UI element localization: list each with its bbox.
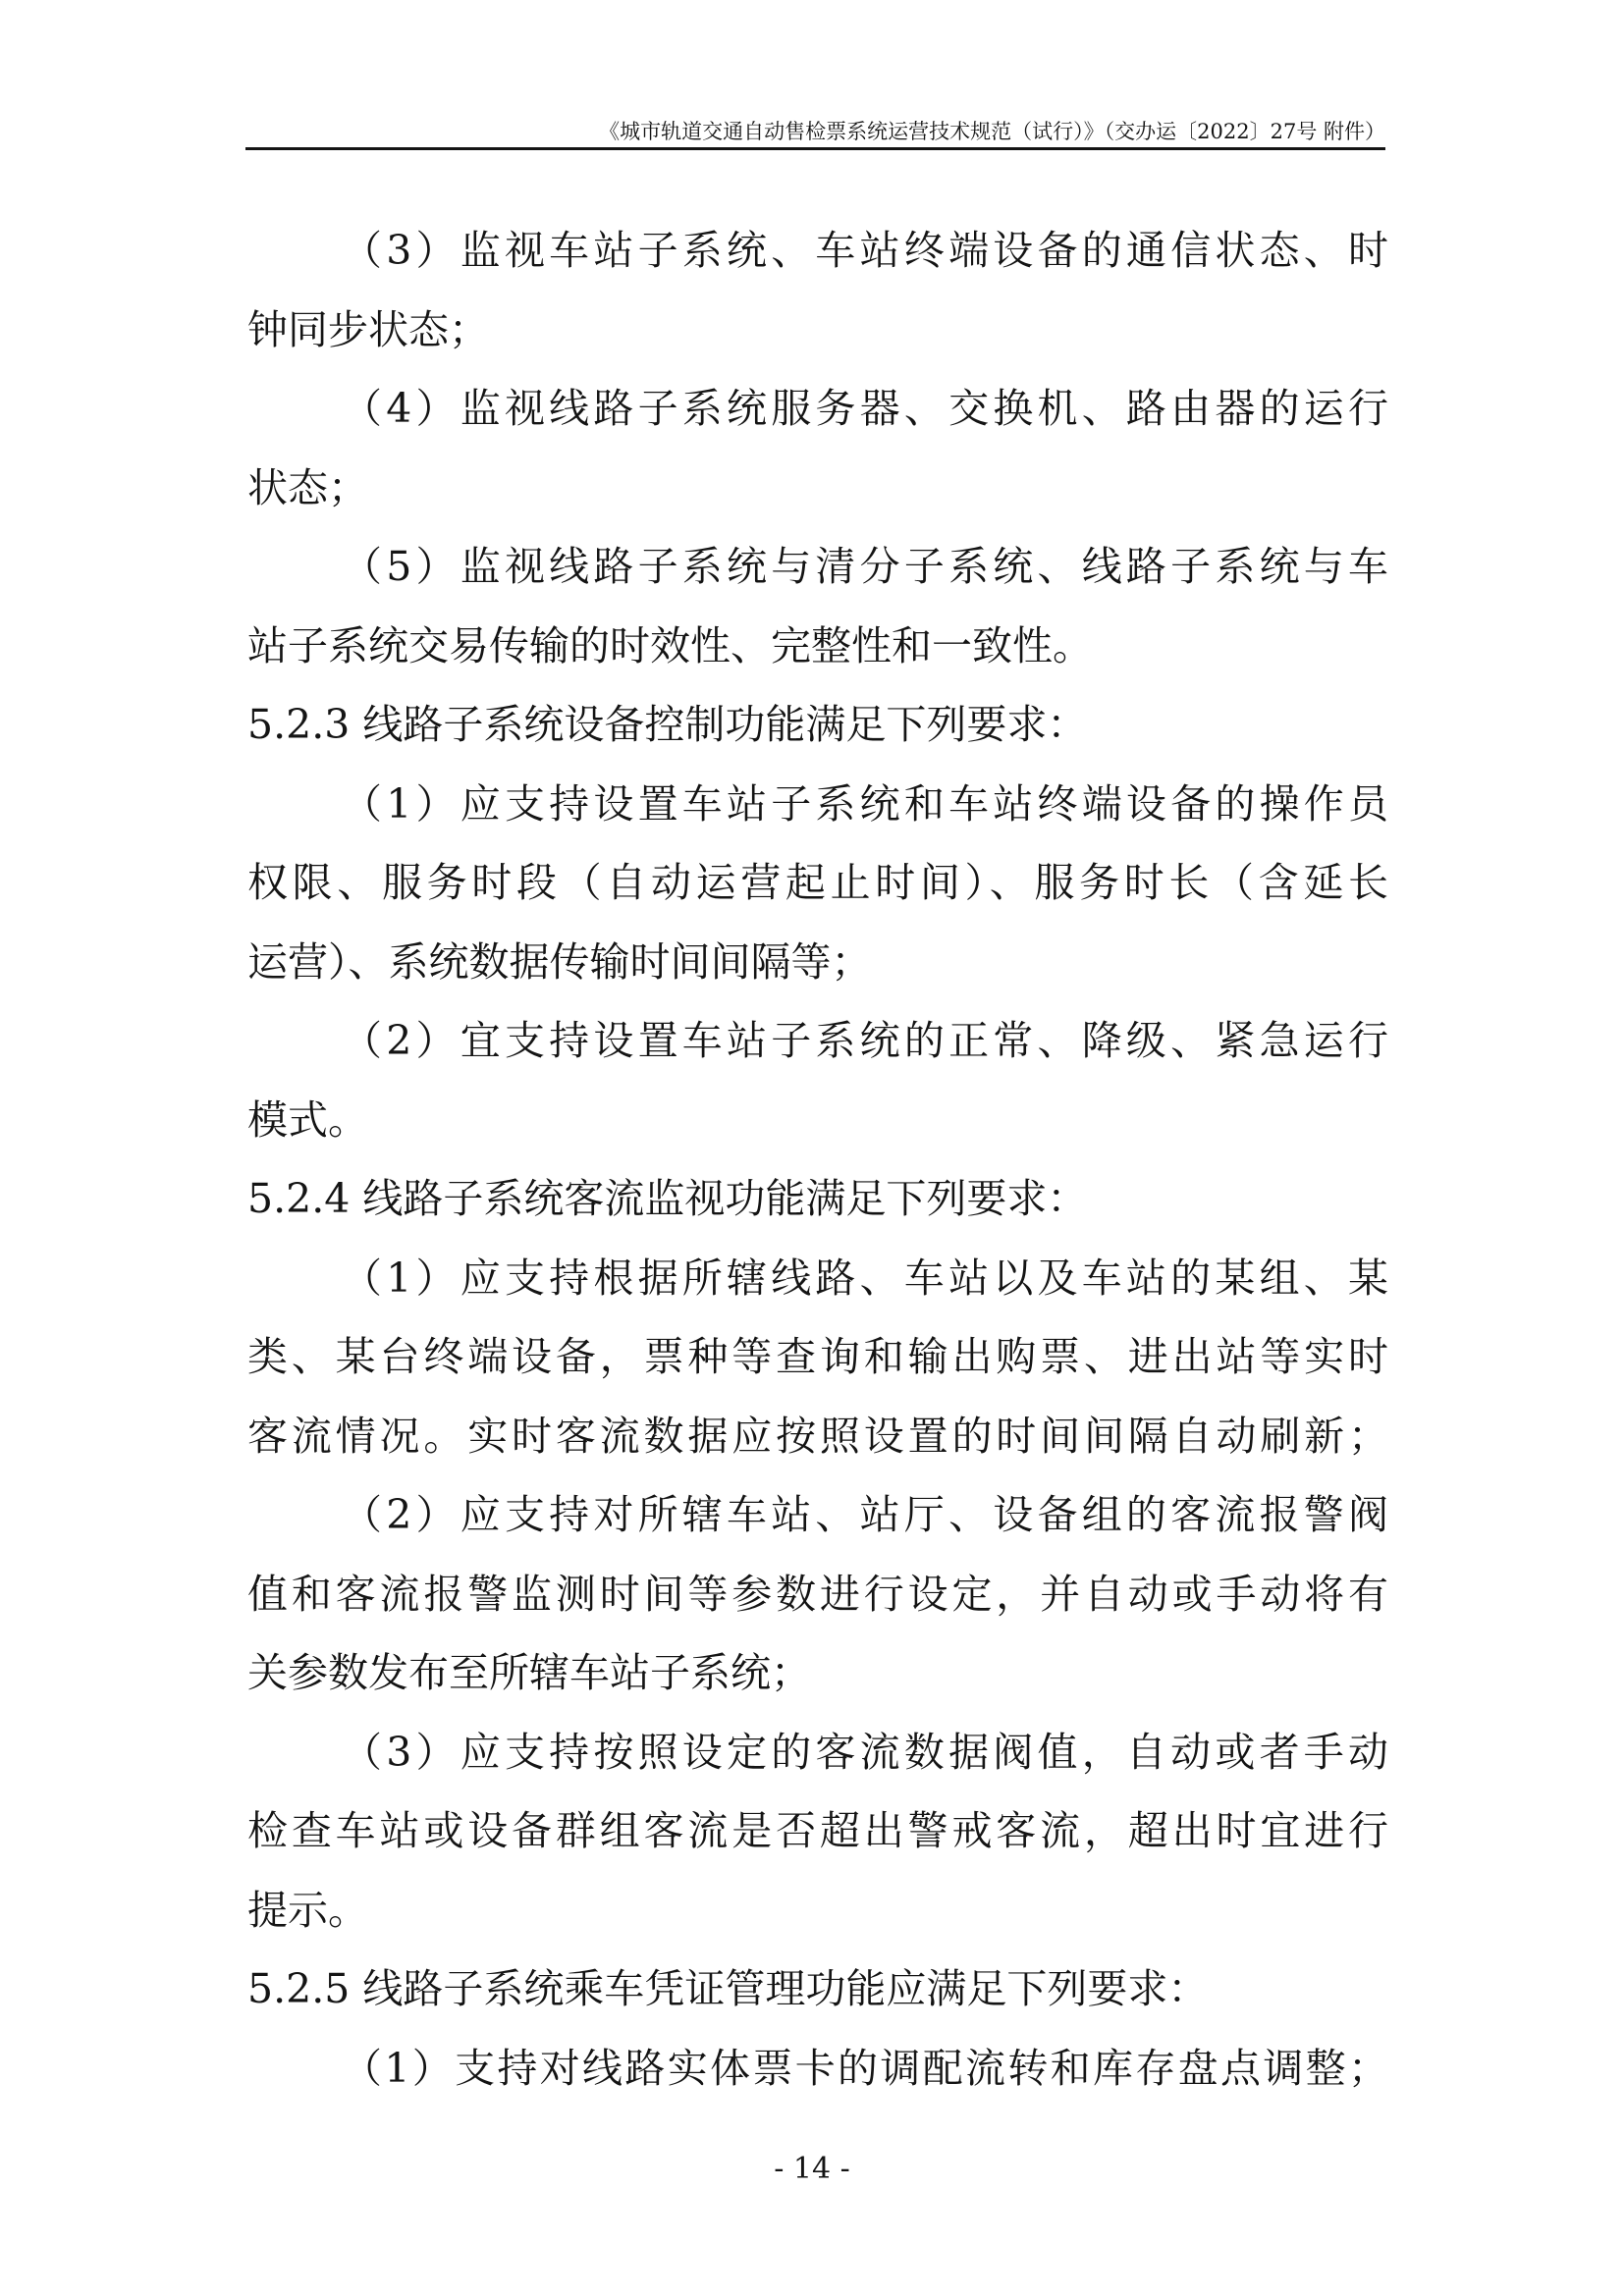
item-line: （3）应支持按照设定的客流数据阀值，自动或者手动 — [342, 1728, 1388, 1776]
continuation-line: 权限、服务时段（自动运营起止时间）、服务时长（含延长 — [247, 859, 1388, 906]
continuation-line: 客流情况。实时客流数据应按照设置的时间间隔自动刷新； — [247, 1412, 1388, 1460]
running-header: 《城市轨道交通自动售检票系统运营技术规范（试行）》（交办运〔2022〕27号 附件） — [599, 120, 1385, 143]
item-line: （2）宜支持设置车站子系统的正常、降级、紧急运行 — [342, 1017, 1388, 1064]
continuation-line: 检查车站或设备群组客流是否超出警戒客流，超出时宜进行 — [247, 1807, 1388, 1854]
continuation-line: 值和客流报警监测时间等参数进行设定，并自动或手动将有 — [247, 1570, 1388, 1618]
header-rule — [245, 147, 1385, 150]
document-body — [247, 211, 1388, 2108]
item-line: （4）监视线路子系统服务器、交换机、路由器的运行 — [342, 385, 1388, 432]
item-line: （1）应支持根据所辖线路、车站以及车站的某组、某 — [342, 1254, 1388, 1302]
section-heading: 5.2.5 线路子系统乘车凭证管理功能应满足下列要求： — [247, 1965, 1209, 2012]
continuation-line: 站子系统交易传输的时效性、完整性和一致性。 — [247, 621, 1093, 669]
continuation-line: 运营）、系统数据传输时间间隔等； — [247, 937, 872, 986]
item-line: （1）支持对线路实体票卡的调配流转和库存盘点调整； — [342, 2044, 1388, 2092]
continuation-line: 提示。 — [247, 1886, 368, 1934]
page-number: - 14 - — [774, 2152, 850, 2186]
section-heading: 5.2.4 线路子系统客流监视功能满足下列要求： — [247, 1175, 1088, 1222]
item-line: （5）监视线路子系统与清分子系统、线路子系统与车 — [342, 543, 1388, 590]
item-line: （2）应支持对所辖车站、站厅、设备组的客流报警阀 — [342, 1491, 1388, 1538]
item-line: （3）监视车站子系统、车站终端设备的通信状态、时 — [342, 227, 1388, 274]
continuation-line: 关参数发布至所辖车站子系统； — [247, 1649, 811, 1696]
section-heading: 5.2.3 线路子系统设备控制功能满足下列要求： — [247, 701, 1088, 748]
continuation-line: 状态； — [247, 463, 368, 511]
continuation-line: 模式。 — [247, 1095, 368, 1144]
continuation-line: 类、某台终端设备，票种等查询和输出购票、进出站等实时 — [247, 1333, 1388, 1380]
item-line: （1）应支持设置车站子系统和车站终端设备的操作员 — [342, 779, 1388, 828]
continuation-line: 钟同步状态； — [247, 305, 489, 353]
